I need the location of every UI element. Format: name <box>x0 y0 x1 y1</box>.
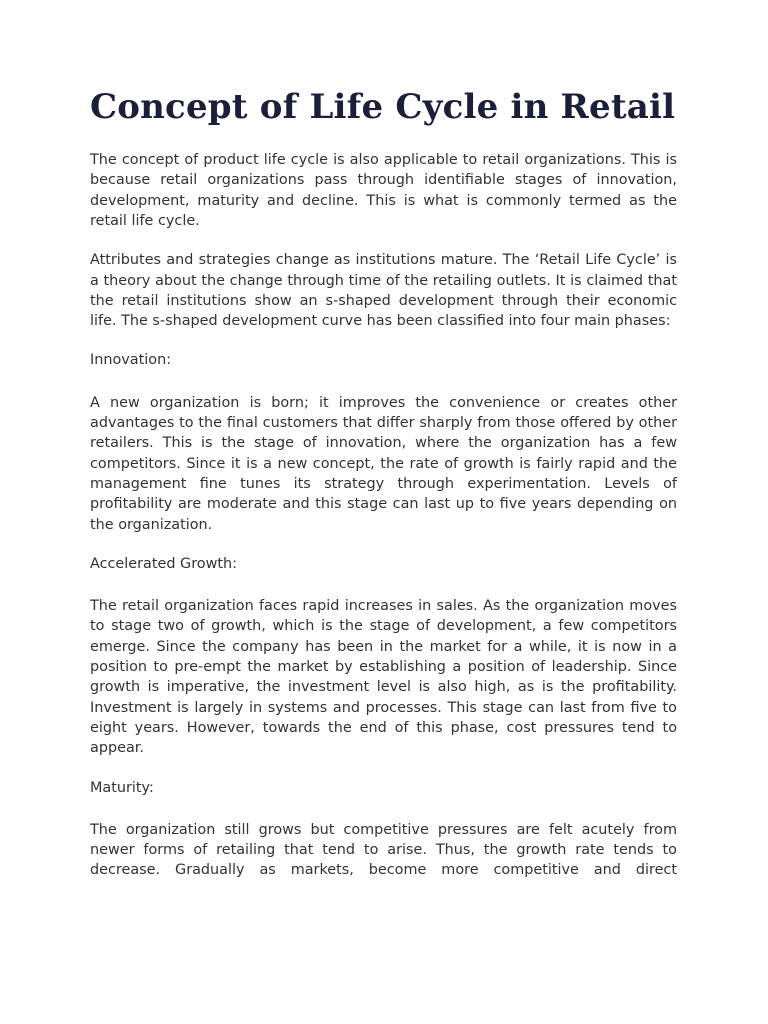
innovation-heading: Innovation: <box>90 352 172 369</box>
intro-paragraph: The concept of product life cycle is also applicable to retail organizations. This is because retail organizations pass through identifiable stages of innovation, development, maturity and decline. This is what is commonly termed as the retail life cycle. <box>90 152 677 229</box>
maturity-paragraph: The organization still grows but competitive pressures are felt acutely from newer forms of retailing that tend to arise. Thus, the growth rate tends to decrease. Gradually as markets, become more competitive and direct <box>90 821 677 879</box>
innovation-paragraph: A new organization is born; it improves the convenience or creates other advantages to the final customers that differ sharply from those offered by other retailers. This is the stage of innovation, where the organization has a few competitors. Since it is a new concept, the rate of growth is fairly rapid and the management fine tunes its strategy through experimentation. Levels of profitability are moderate and this stage can last up to five years depending on the organization. <box>90 394 677 533</box>
document-page <box>90 88 677 900</box>
accelerated-growth-paragraph: The retail organization faces rapid increases in sales. As the organization moves to stage two of growth, which is the stage of development, a few competitors emerge. Since the company has been in the market for a while, it is now in a position to pre-empt the market by establishing a position of leadership. Since growth is imperative, the investment level is also high, as is the profitability. Investment is largely in systems and processes. This stage can last from five to eight years. However, towards the end of this phase, cost pressures tend to appear. <box>90 598 677 757</box>
accelerated-growth-heading: Accelerated Growth: <box>90 555 237 572</box>
attributes-paragraph: Attributes and strategies change as institutions mature. The ‘Retail Life Cycle’ is a theory about the change through time of the retailing outlets. It is claimed that the retail institutions show an s-shaped development through their economic life. The s-shaped development curve has been classified into four main phases: <box>90 252 677 330</box>
page-title: Concept of Life Cycle in Retail <box>90 87 676 127</box>
maturity-heading: Maturity: <box>90 779 154 796</box>
